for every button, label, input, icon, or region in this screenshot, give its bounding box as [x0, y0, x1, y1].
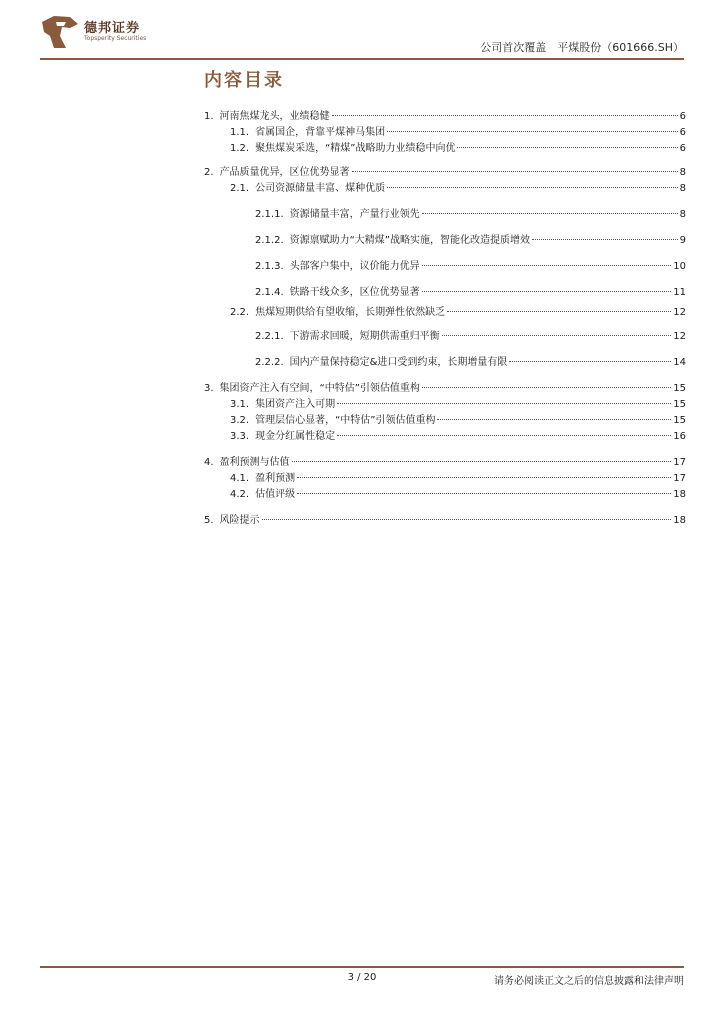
toc-entry[interactable]: [255, 208, 686, 222]
toc-leader-dots: [337, 403, 671, 404]
toc-entry-number: 3.: [204, 383, 214, 394]
toc-entry-page: 6: [679, 143, 686, 154]
toc-entry-number: 1.1.: [230, 127, 250, 138]
toc-entry-page: 8: [679, 209, 686, 220]
toc-entry[interactable]: [204, 110, 686, 124]
toc-entry-page: 17: [673, 457, 686, 468]
toc-entry-page: 12: [673, 307, 686, 318]
toc-entry-page: 16: [673, 431, 686, 442]
toc-entry-title: 集团资产注入有空间，“中特估”引领估值重构: [219, 383, 420, 394]
toc-leader-dots: [422, 213, 678, 214]
toc-entry[interactable]: [230, 472, 686, 486]
toc-entry-page: 9: [679, 235, 686, 246]
toc-entry-number: 1.2.: [230, 143, 250, 154]
toc-entry[interactable]: [255, 234, 686, 248]
toc-entry-number: 3.3.: [230, 431, 250, 442]
toc-entry-page: 8: [679, 183, 686, 194]
toc-entry[interactable]: [230, 306, 686, 320]
logo-text-cn: 德邦证券: [84, 21, 141, 36]
toc-entry-title: 河南焦煤龙头，业绩稳健: [219, 111, 330, 122]
toc-leader-dots: [442, 335, 672, 336]
toc-entry-number: 4.2.: [230, 489, 250, 500]
toc-entry-number: 2.1.3.: [255, 261, 284, 272]
disclaimer-note: 请务必阅读正文之后的信息披露和法律声明: [494, 976, 684, 987]
toc-entry-page: 10: [673, 261, 686, 272]
toc-entry-number: 2.1.: [230, 183, 250, 194]
toc-entry-number: 2.2.2.: [255, 357, 284, 368]
toc-entry[interactable]: [230, 430, 686, 444]
toc-entry[interactable]: [204, 166, 686, 180]
toc-leader-dots: [447, 311, 671, 312]
toc-entry-title: 省属国企，背靠平煤神马集团: [255, 127, 386, 138]
toc-entry-title: 管理层信心显著，“中特估”引领估值重构: [255, 415, 436, 426]
toc-entry[interactable]: [255, 260, 686, 274]
toc-entry-page: 6: [679, 111, 686, 122]
toc-entry-title: 现金分红属性稳定: [255, 431, 336, 442]
toc-leader-dots: [337, 435, 671, 436]
toc-entry-page: 17: [673, 473, 686, 484]
toc-leader-dots: [532, 239, 678, 240]
toc-entry-title: 资源储量丰富，产量行业领先: [289, 209, 420, 220]
toc-entry-page: 18: [673, 515, 686, 526]
toc-entry-number: 2.2.1.: [255, 331, 284, 342]
toc-entry-page: 15: [673, 383, 686, 394]
toc-entry-number: 2.1.1.: [255, 209, 284, 220]
toc-leader-dots: [352, 171, 678, 172]
toc-leader-dots: [422, 291, 672, 292]
toc-entry-number: 4.1.: [230, 473, 250, 484]
toc-leader-dots: [297, 493, 671, 494]
toc-leader-dots: [437, 419, 671, 420]
toc-entry-page: 11: [673, 287, 686, 298]
toc-leader-dots: [292, 461, 672, 462]
toc-entry[interactable]: [255, 286, 686, 300]
toc-entry[interactable]: [204, 456, 686, 470]
toc-entry-title: 集团资产注入可期: [255, 399, 336, 410]
toc-entry-number: 1.: [204, 111, 214, 122]
toc-leader-dots: [387, 187, 678, 188]
toc-entry[interactable]: [230, 126, 686, 140]
toc-entry[interactable]: [230, 398, 686, 412]
toc-entry[interactable]: [204, 514, 686, 528]
toc-entry-title: 估值评级: [255, 489, 296, 500]
toc-entry-page: 8: [679, 167, 686, 178]
toc-entry[interactable]: [230, 182, 686, 196]
toc-entry-title: 公司资源储量丰富、煤种优质: [255, 183, 386, 194]
toc-entry-page: 18: [673, 489, 686, 500]
logo-text-en: Topsperity Securities: [84, 35, 147, 42]
toc-entry-title: 铁路干线众多，区位优势显著: [289, 287, 420, 298]
toc-entry[interactable]: [230, 414, 686, 428]
toc-entry-title: 盈利预测与估值: [219, 457, 290, 468]
toc-leader-dots: [457, 147, 677, 148]
toc-leader-dots: [262, 519, 672, 520]
toc-leader-dots: [297, 477, 671, 478]
toc-entry-title: 下游需求回暖，短期供需重归平衡: [289, 331, 440, 342]
toc-entry[interactable]: [230, 488, 686, 502]
toc-heading: 内容目录: [204, 70, 284, 91]
toc-entry-title: 聚焦煤炭采选，“精煤”战略助力业绩稳中向优: [255, 143, 456, 154]
toc-entry-title: 头部客户集中，议价能力优异: [289, 261, 420, 272]
toc-entry[interactable]: [204, 382, 686, 396]
toc-leader-dots: [422, 387, 671, 388]
toc-leader-dots: [332, 115, 678, 116]
toc-entry-title: 国内产量保持稳定&进口受到约束，长期增量有限: [289, 357, 508, 368]
toc-entry[interactable]: [255, 330, 686, 344]
toc-entry-number: 3.1.: [230, 399, 250, 410]
toc-entry-number: 3.2.: [230, 415, 250, 426]
toc-entry[interactable]: [230, 142, 686, 156]
toc-entry-page: 14: [673, 357, 686, 368]
toc-entry-page: 15: [673, 399, 686, 410]
page-number: 3 / 20: [347, 972, 377, 983]
toc-entry-title: 焦煤短期供给有望收缩，长期弹性依然缺乏: [255, 307, 446, 318]
toc-leader-dots: [387, 131, 678, 132]
toc-entry-page: 15: [673, 415, 686, 426]
toc-entry[interactable]: [255, 356, 686, 370]
toc-entry-page: 6: [679, 127, 686, 138]
toc-entry-title: 产品质量优异，区位优势显著: [219, 167, 350, 178]
toc-entry-title: 风险提示: [219, 515, 260, 526]
toc-entry-number: 5.: [204, 515, 214, 526]
toc-leader-dots: [509, 361, 671, 362]
toc-entry-title: 盈利预测: [255, 473, 296, 484]
toc-entry-number: 2.1.4.: [255, 287, 284, 298]
footer-divider: [40, 966, 684, 968]
toc-entry-title: 资源禀赋助力“大精煤”战略实施，智能化改造提质增效: [289, 235, 530, 246]
toc-entry-number: 2.1.2.: [255, 235, 284, 246]
toc-entry-number: 2.2.: [230, 307, 250, 318]
toc-entry-number: 2.: [204, 167, 214, 178]
toc-entry-page: 12: [673, 331, 686, 342]
toc-entry-number: 4.: [204, 457, 214, 468]
toc-leader-dots: [422, 265, 672, 266]
report-title: 公司首次覆盖 平煤股份（601666.SH）: [480, 41, 684, 54]
